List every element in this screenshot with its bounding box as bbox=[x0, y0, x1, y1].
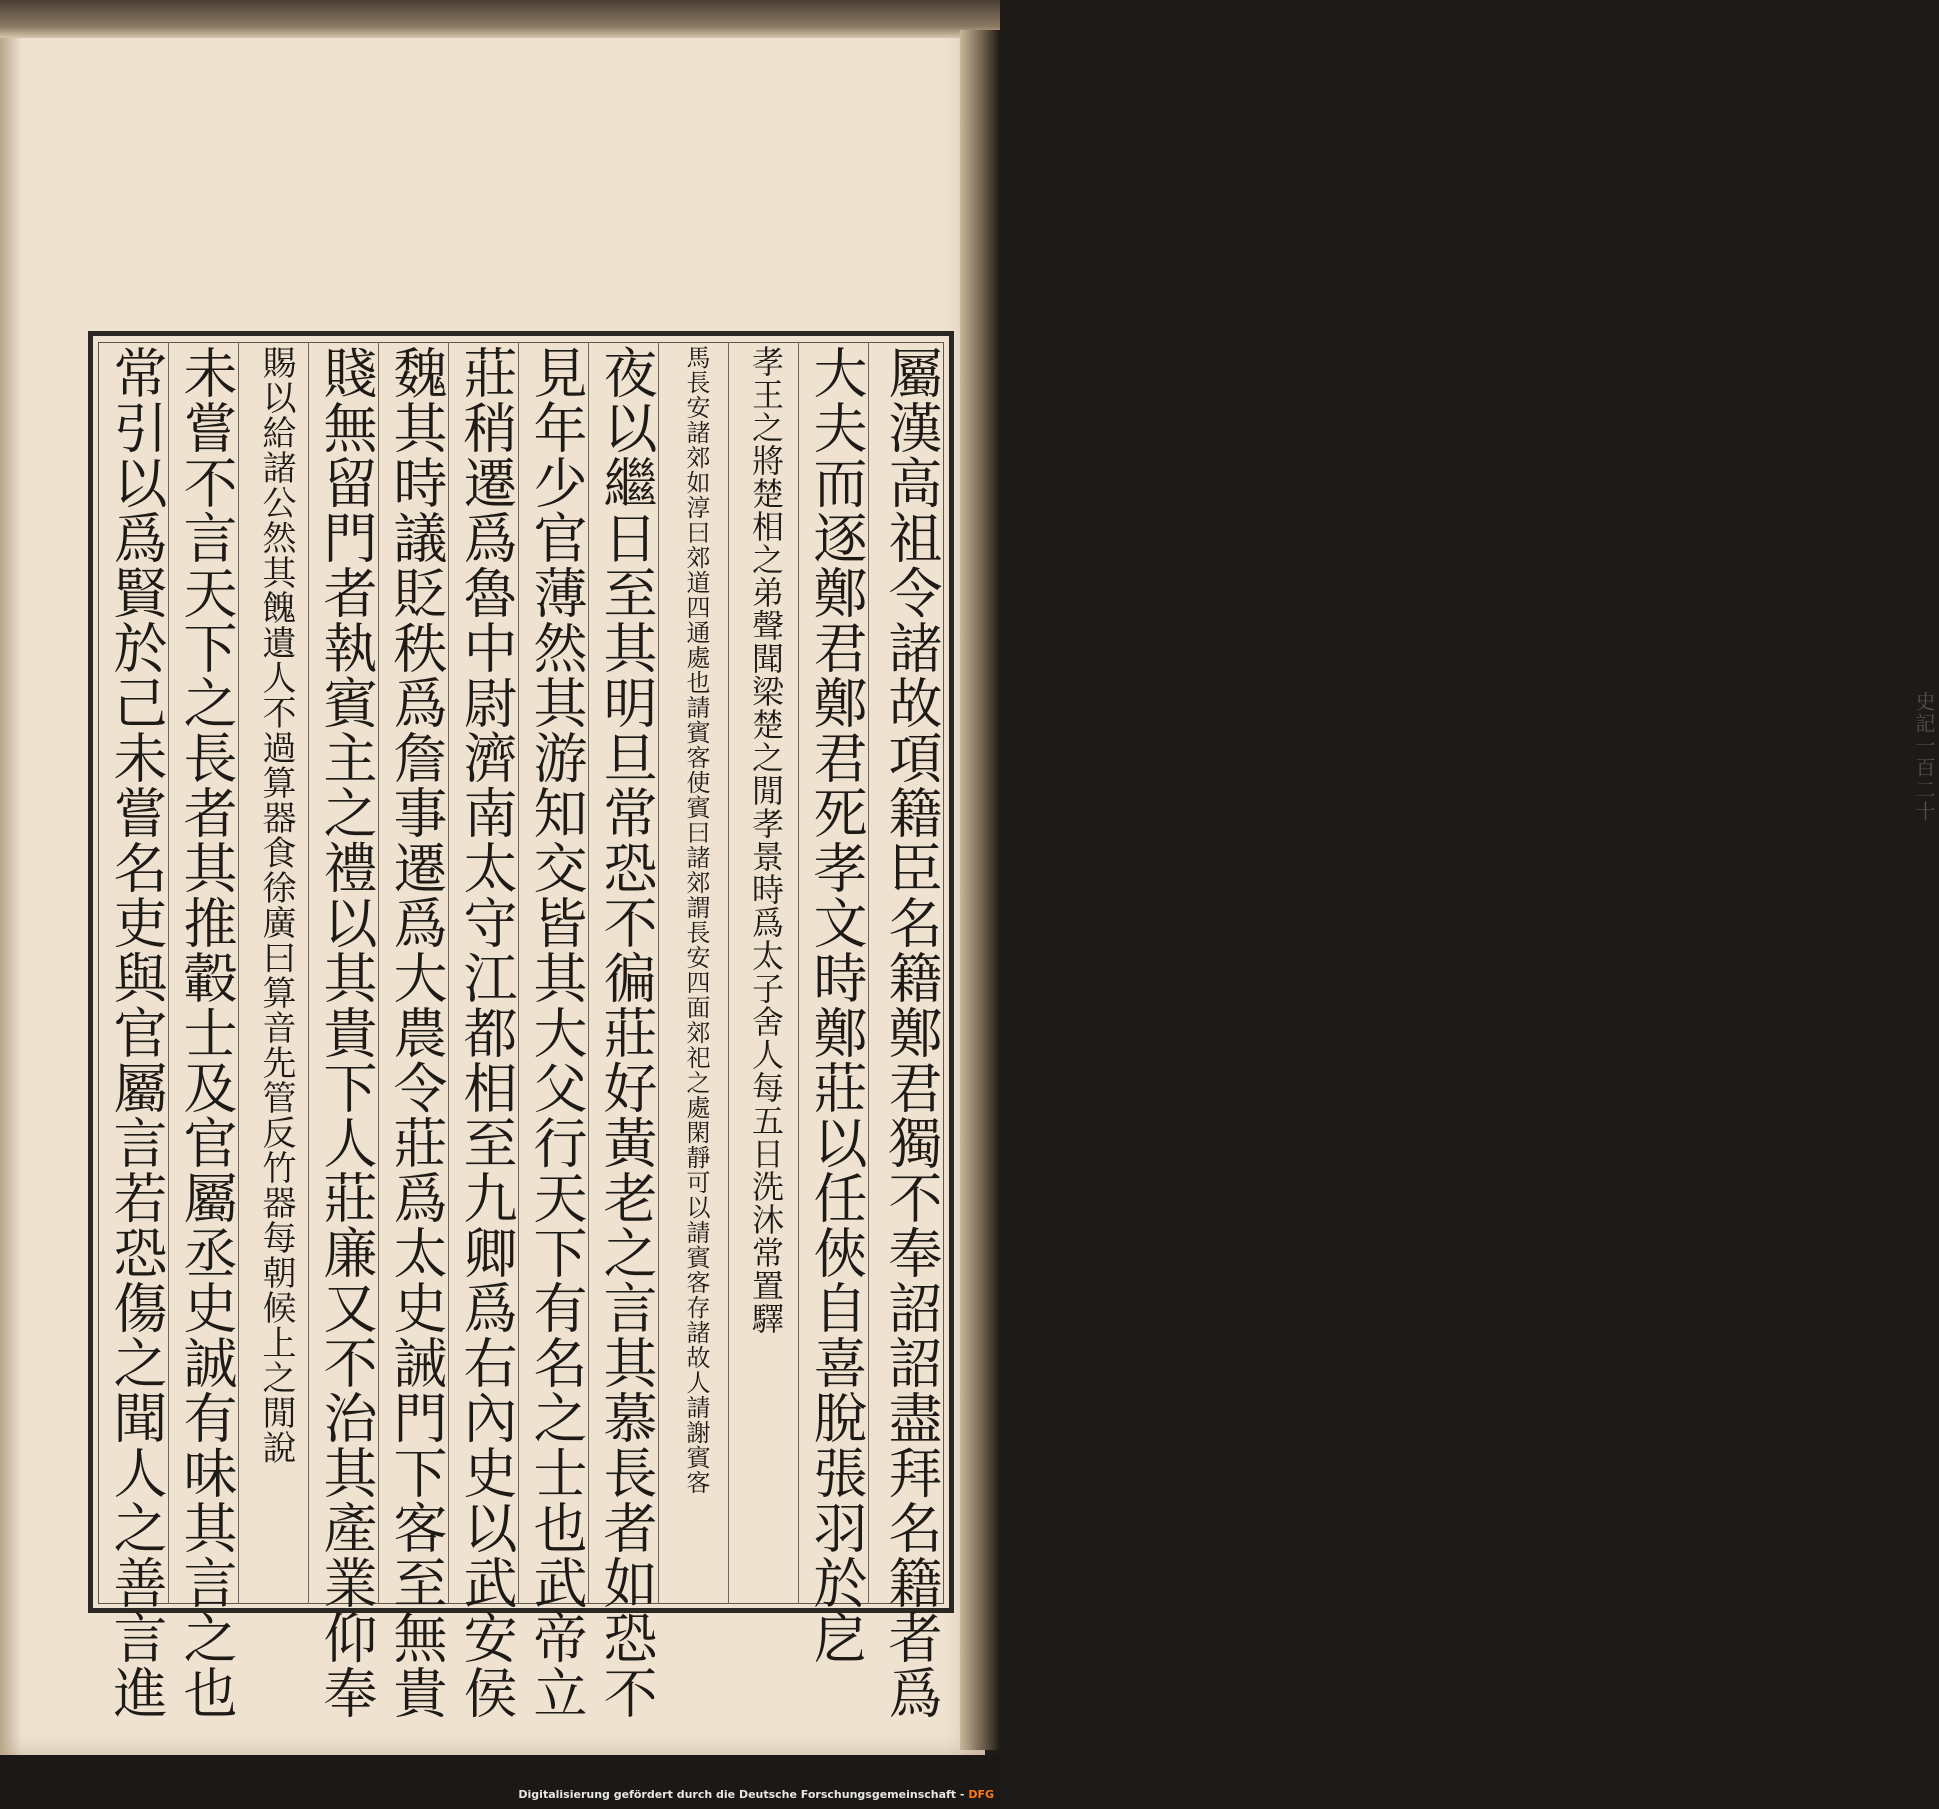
column-rule bbox=[588, 342, 589, 1604]
page-gutter-shadow bbox=[0, 30, 22, 1755]
text-column-8: 魏其時議貶秩爲詹事遷爲大農令莊爲太史誡門下客至無貴 bbox=[385, 345, 448, 1720]
text-column-1: 屬漢高祖令諸故項籍臣名籍鄭君獨不奉詔詔盡拜名籍者爲 bbox=[880, 345, 943, 1720]
digitization-credit bbox=[518, 1788, 994, 1801]
column-rule bbox=[448, 342, 449, 1604]
column-rule bbox=[658, 342, 659, 1604]
book-top-edge bbox=[0, 0, 1000, 38]
margin-label: 史記一百二十 bbox=[1912, 691, 1936, 823]
text-column-4: 馬長安諸郊如淳曰郊道四通處也請賓客使賓曰諸郊謂長安四面郊祀之處閑靜可以請賓客存諸故人請謝賓客 bbox=[682, 345, 710, 1495]
text-column-7: 莊稍遷爲魯中尉濟南太守江都相至九卿爲右內史以武安侯 bbox=[455, 345, 518, 1720]
fold-margin bbox=[952, 331, 1936, 1613]
column-rule bbox=[728, 342, 729, 1604]
text-column-11: 未嘗不言天下之長者其推轂士及官屬丞史誠有味其言之也 bbox=[175, 345, 238, 1720]
dfg-logo: DFG bbox=[968, 1788, 994, 1801]
text-column-10: 賜以給諸公然其餽遺人不過算器食徐廣曰算音先管反竹器每朝候上之閒說 bbox=[256, 345, 296, 1465]
column-rule bbox=[308, 342, 309, 1604]
text-column-5: 夜以繼日至其明旦常恐不徧莊好黃老之言其慕長者如恐不 bbox=[595, 345, 658, 1720]
text-column-6: 見年少官薄然其游知交皆其大父行天下有名之士也武帝立 bbox=[525, 345, 588, 1720]
text-column-2: 大夫而逐鄭君鄭君死孝文時鄭莊以任俠自喜脫張羽於戹 bbox=[805, 345, 868, 1665]
column-rule bbox=[518, 342, 519, 1604]
column-rule bbox=[868, 342, 869, 1604]
text-column-12: 常引以爲賢於己未嘗名吏與官屬言若恐傷之聞人之善言進 bbox=[105, 345, 168, 1720]
column-rule bbox=[168, 342, 169, 1604]
text-column-9: 賤無留門者執賓主之禮以其貴下人莊廉又不治其產業仰奉 bbox=[315, 345, 378, 1720]
text-column-3: 孝王之將楚相之弟聲聞梁楚之閒孝景時爲太子舍人每五日洗沐常置驛 bbox=[747, 345, 785, 1335]
credit-text: Digitalisierung gefördert durch die Deutsche Forschungsgemeinschaft - bbox=[518, 1788, 965, 1801]
column-rule bbox=[238, 342, 239, 1604]
column-rule bbox=[378, 342, 379, 1604]
column-rule bbox=[798, 342, 799, 1604]
